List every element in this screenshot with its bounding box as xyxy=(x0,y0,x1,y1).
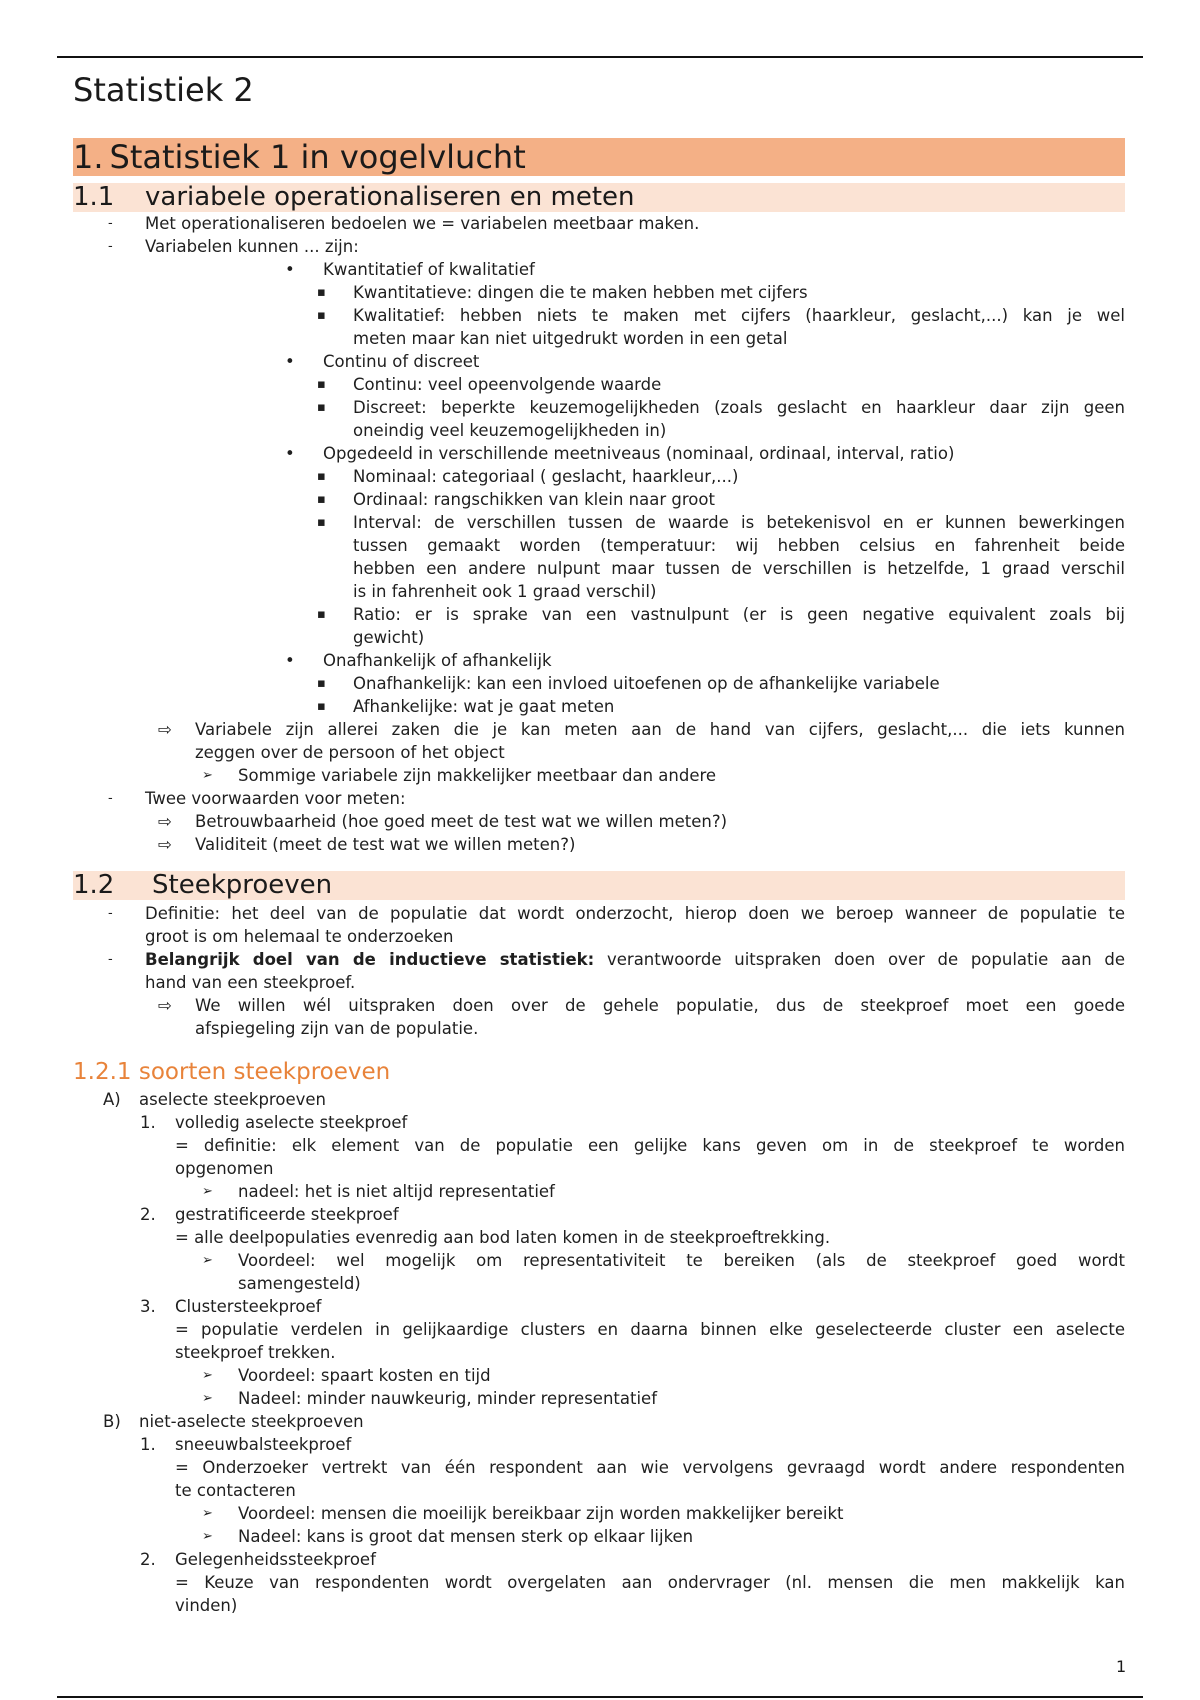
text-line xyxy=(145,949,1125,972)
definition-line: = Onderzoeker vertrekt van één respondent aan wie vervolgens gevraagd wordt andere respondenten xyxy=(175,1458,1125,1477)
square-bullet-icon: ▪ xyxy=(317,308,326,323)
square-bullet-icon: ▪ xyxy=(317,699,326,714)
list-item: Continu: veel opeenvolgende waarde xyxy=(353,375,662,394)
bullet-icon: • xyxy=(285,352,295,371)
square-bullet-icon: ▪ xyxy=(317,492,326,507)
bullet-icon: • xyxy=(285,444,295,463)
section-title: Steekproeven xyxy=(152,870,333,900)
arrow-item-continued: afspiegeling zijn van de populatie. xyxy=(195,1019,479,1038)
list-item: Onafhankelijk of afhankelijk xyxy=(323,651,552,670)
sub-item: nadeel: het is niet altijd representatief xyxy=(238,1182,555,1201)
list-item-continued: meten maar kan niet uitgedrukt worden in een getal xyxy=(353,329,788,348)
section-title: Statistiek 1 in vogelvlucht xyxy=(109,138,526,176)
sub-item-continued: samengesteld) xyxy=(238,1274,361,1293)
list-number: 1. xyxy=(140,1113,156,1132)
definition-line-continued: te contacteren xyxy=(175,1481,296,1500)
definition-line: = alle deelpopulaties evenredig aan bod laten komen in de steekproeftrekking. xyxy=(175,1228,831,1247)
chevron-icon: ➢ xyxy=(202,1368,213,1383)
list-item: niet-aselecte steekproeven xyxy=(139,1412,364,1431)
chevron-icon: ➢ xyxy=(202,1529,213,1544)
section-title: variabele operationaliseren en meten xyxy=(145,182,635,212)
dash-marker: - xyxy=(108,952,113,967)
text-line: Twee voorwaarden voor meten: xyxy=(145,789,406,808)
sub-item: Voordeel: mensen die moeilijk bereikbaar zijn worden makkelijker bereikt xyxy=(238,1504,844,1523)
list-item: gestratificeerde steekproef xyxy=(175,1205,399,1224)
list-item-continued: gewicht) xyxy=(353,628,425,647)
arrow-item: We willen wél uitspraken doen over de gehele populatie, dus de steekproef moet een goede xyxy=(195,996,1125,1015)
list-item: Interval: de verschillen tussen de waarde is betekenisvol en er kunnen bewerkingen xyxy=(353,513,1125,532)
list-item: Nominaal: categoriaal ( geslacht, haarkleur,...) xyxy=(353,467,739,486)
list-item: sneeuwbalsteekproef xyxy=(175,1435,352,1454)
list-item: volledig aselecte steekproef xyxy=(175,1113,408,1132)
bullet-icon: • xyxy=(285,651,295,670)
text-line-continued: groot is om helemaal te onderzoeken xyxy=(145,927,454,946)
list-item: Continu of discreet xyxy=(323,352,480,371)
list-item: Ordinaal: rangschikken van klein naar groot xyxy=(353,490,715,509)
list-item: Ratio: er is sprake van een vastnulpunt (er is geen negative equivalent zoals bij xyxy=(353,605,1125,624)
dash-marker: - xyxy=(108,239,113,254)
bullet-icon: • xyxy=(285,260,295,279)
definition-line: = populatie verdelen in gelijkaardige clusters en daarna binnen elke geselecteerde cluster een aselecte xyxy=(175,1320,1125,1339)
arrow-item: Variabele zijn allerei zaken die je kan meten aan de hand van cijfers, geslacht,... die iets kunnen xyxy=(195,720,1125,739)
square-bullet-icon: ▪ xyxy=(317,285,326,300)
section-number: 1.1 xyxy=(73,182,115,212)
bottom-rule xyxy=(57,1696,1143,1698)
list-item: Kwantitatief of kwalitatief xyxy=(323,260,535,279)
arrow-icon: ⇨ xyxy=(158,720,172,739)
sub-item: Sommige variabele zijn makkelijker meetbaar dan andere xyxy=(238,766,717,785)
section-number: 1. xyxy=(73,138,104,176)
list-item: Gelegenheidssteekproef xyxy=(175,1550,376,1569)
definition-line-continued: steekproef trekken. xyxy=(175,1343,336,1362)
chevron-icon: ➢ xyxy=(202,1253,213,1268)
text-line: Met operationaliseren bedoelen we = variabelen meetbaar maken. xyxy=(145,214,700,233)
list-item: Opgedeeld in verschillende meetniveaus (nominaal, ordinaal, interval, ratio) xyxy=(323,444,955,463)
list-label: B) xyxy=(103,1412,121,1431)
chevron-icon: ➢ xyxy=(202,1391,213,1406)
list-item-continued: tussen gemaakt worden (temperatuur: wij hebben celsius en fahrenheit beide xyxy=(353,536,1125,555)
list-item: Afhankelijke: wat je gaat meten xyxy=(353,697,615,716)
sub-item: Voordeel: wel mogelijk om representativiteit te bereiken (als de steekproef goed wordt xyxy=(238,1251,1125,1270)
list-item-continued: hebben een andere nulpunt maar tussen de verschillen is hetzelfde, 1 graad verschil xyxy=(353,559,1125,578)
definition-line: = definitie: elk element van de populatie een gelijke kans geven om in de steekproef te worden xyxy=(175,1136,1125,1155)
text-line: Definitie: het deel van de populatie dat wordt onderzocht, hierop doen we beroep wanneer de populatie te xyxy=(145,904,1125,923)
list-item: Clustersteekproef xyxy=(175,1297,322,1316)
list-item-continued: oneindig veel keuzemogelijkheden in) xyxy=(353,421,667,440)
text-line: Variabelen kunnen ... zijn: xyxy=(145,237,359,256)
dash-marker: - xyxy=(108,906,113,921)
arrow-icon: ⇨ xyxy=(158,835,172,854)
dash-marker: - xyxy=(108,791,113,806)
list-number: 2. xyxy=(140,1550,156,1569)
definition-line: = Keuze van respondenten wordt overgelaten aan ondervrager (nl. mensen die men makkelijk kan xyxy=(175,1573,1125,1592)
section-1-1-heading xyxy=(73,183,1125,212)
list-label: A) xyxy=(103,1090,121,1109)
square-bullet-icon: ▪ xyxy=(317,469,326,484)
list-number: 3. xyxy=(140,1297,156,1316)
definition-line-continued: vinden) xyxy=(175,1596,238,1615)
list-item: Onafhankelijk: kan een invloed uitoefenen op de afhankelijke variabele xyxy=(353,674,940,693)
chevron-icon: ➢ xyxy=(202,1184,213,1199)
chevron-icon: ➢ xyxy=(202,1506,213,1521)
list-item: Discreet: beperkte keuzemogelijkheden (zoals geslacht en haarkleur daar zijn geen xyxy=(353,398,1125,417)
list-item: Kwantitatieve: dingen die te maken hebben met cijfers xyxy=(353,283,808,302)
section-number: 1.2.1 xyxy=(73,1059,132,1085)
square-bullet-icon: ▪ xyxy=(317,400,326,415)
section-1-2-1-heading xyxy=(73,1058,390,1086)
arrow-icon: ⇨ xyxy=(158,812,172,831)
square-bullet-icon: ▪ xyxy=(317,377,326,392)
dash-marker: - xyxy=(108,216,113,231)
sub-item: Nadeel: minder nauwkeurig, minder representatief xyxy=(238,1389,658,1408)
text-rest: verantwoorde uitspraken doen over de populatie aan de xyxy=(594,950,1126,969)
top-rule xyxy=(57,56,1143,58)
list-number: 2. xyxy=(140,1205,156,1224)
sub-item: Nadeel: kans is groot dat mensen sterk op elkaar lijken xyxy=(238,1527,694,1546)
arrow-icon: ⇨ xyxy=(158,996,172,1015)
square-bullet-icon: ▪ xyxy=(317,607,326,622)
square-bullet-icon: ▪ xyxy=(317,515,326,530)
text-line-continued: hand van een steekproef. xyxy=(145,973,356,992)
arrow-item: Betrouwbaarheid (hoe goed meet de test wat we willen meten?) xyxy=(195,812,728,831)
arrow-item: Validiteit (meet de test wat we willen meten?) xyxy=(195,835,576,854)
list-item: aselecte steekproeven xyxy=(139,1090,326,1109)
definition-line-continued: opgenomen xyxy=(175,1159,274,1178)
section-1-heading xyxy=(73,138,1125,176)
arrow-item-continued: zeggen over de persoon of het object xyxy=(195,743,505,762)
square-bullet-icon: ▪ xyxy=(317,676,326,691)
document-title: Statistiek 2 xyxy=(73,71,254,109)
list-item: Kwalitatief: hebben niets te maken met cijfers (haarkleur, geslacht,...) kan je wel xyxy=(353,306,1125,325)
page-number: 1 xyxy=(1116,1657,1127,1676)
list-item-continued: is in fahrenheit ook 1 graad verschil) xyxy=(353,582,657,601)
section-title: soorten steekproeven xyxy=(138,1059,391,1085)
section-number: 1.2 xyxy=(73,870,115,900)
list-number: 1. xyxy=(140,1435,156,1454)
section-1-2-heading xyxy=(73,871,1125,900)
sub-item: Voordeel: spaart kosten en tijd xyxy=(238,1366,491,1385)
bold-lead: Belangrijk doel van de inductieve statistiek: xyxy=(145,950,595,969)
chevron-icon: ➢ xyxy=(202,768,213,783)
